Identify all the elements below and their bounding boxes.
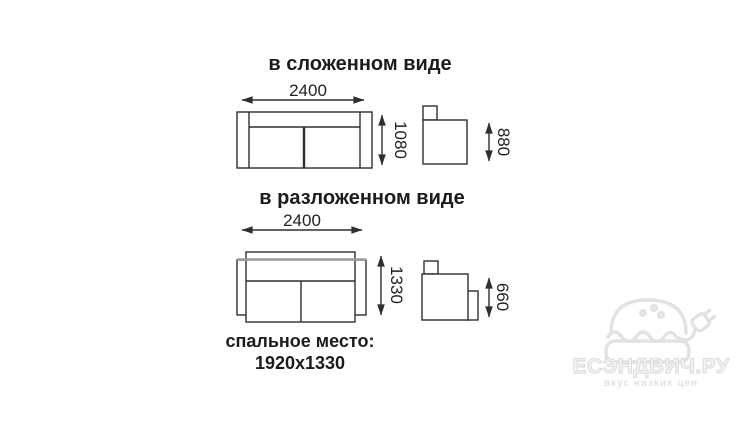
unfolded-side-height-label: 660 xyxy=(493,282,512,312)
sleeping-place-label: спальное место: xyxy=(225,331,375,351)
folded-side-height-label: 880 xyxy=(494,127,513,157)
folded-width-label: 2400 xyxy=(289,81,327,100)
unfolded-width-label: 2400 xyxy=(283,211,321,230)
unfolded-side-backrest-square xyxy=(424,261,438,274)
unfolded-view-title: в разложенном виде xyxy=(259,187,465,209)
bun-seed xyxy=(641,311,646,316)
plug-body xyxy=(690,308,716,333)
unfolded-side-body xyxy=(422,274,468,320)
folded-side-body xyxy=(423,120,467,164)
folded-side-backrest-square xyxy=(423,106,437,120)
watermark-tagline-text: вкус низких цен xyxy=(603,378,699,389)
watermark-brand-text: ЕСЭНДВИЧ.РУ xyxy=(572,355,730,378)
folded-sofa-top-view xyxy=(237,100,489,168)
sandwich-plug-icon xyxy=(606,300,716,362)
unfolded-right-armrest-tab xyxy=(354,260,366,315)
bun-top xyxy=(611,300,686,333)
bun-seed xyxy=(652,306,657,311)
bun-seed xyxy=(659,313,664,318)
unfolded-depth-label: 1330 xyxy=(387,266,406,304)
folded-depth-label: 1080 xyxy=(391,121,410,159)
sleeping-place-size: 1920x1330 xyxy=(254,353,346,373)
unfolded-sofa-top-view xyxy=(237,230,489,322)
folded-view-title: в сложенном виде xyxy=(268,53,452,75)
